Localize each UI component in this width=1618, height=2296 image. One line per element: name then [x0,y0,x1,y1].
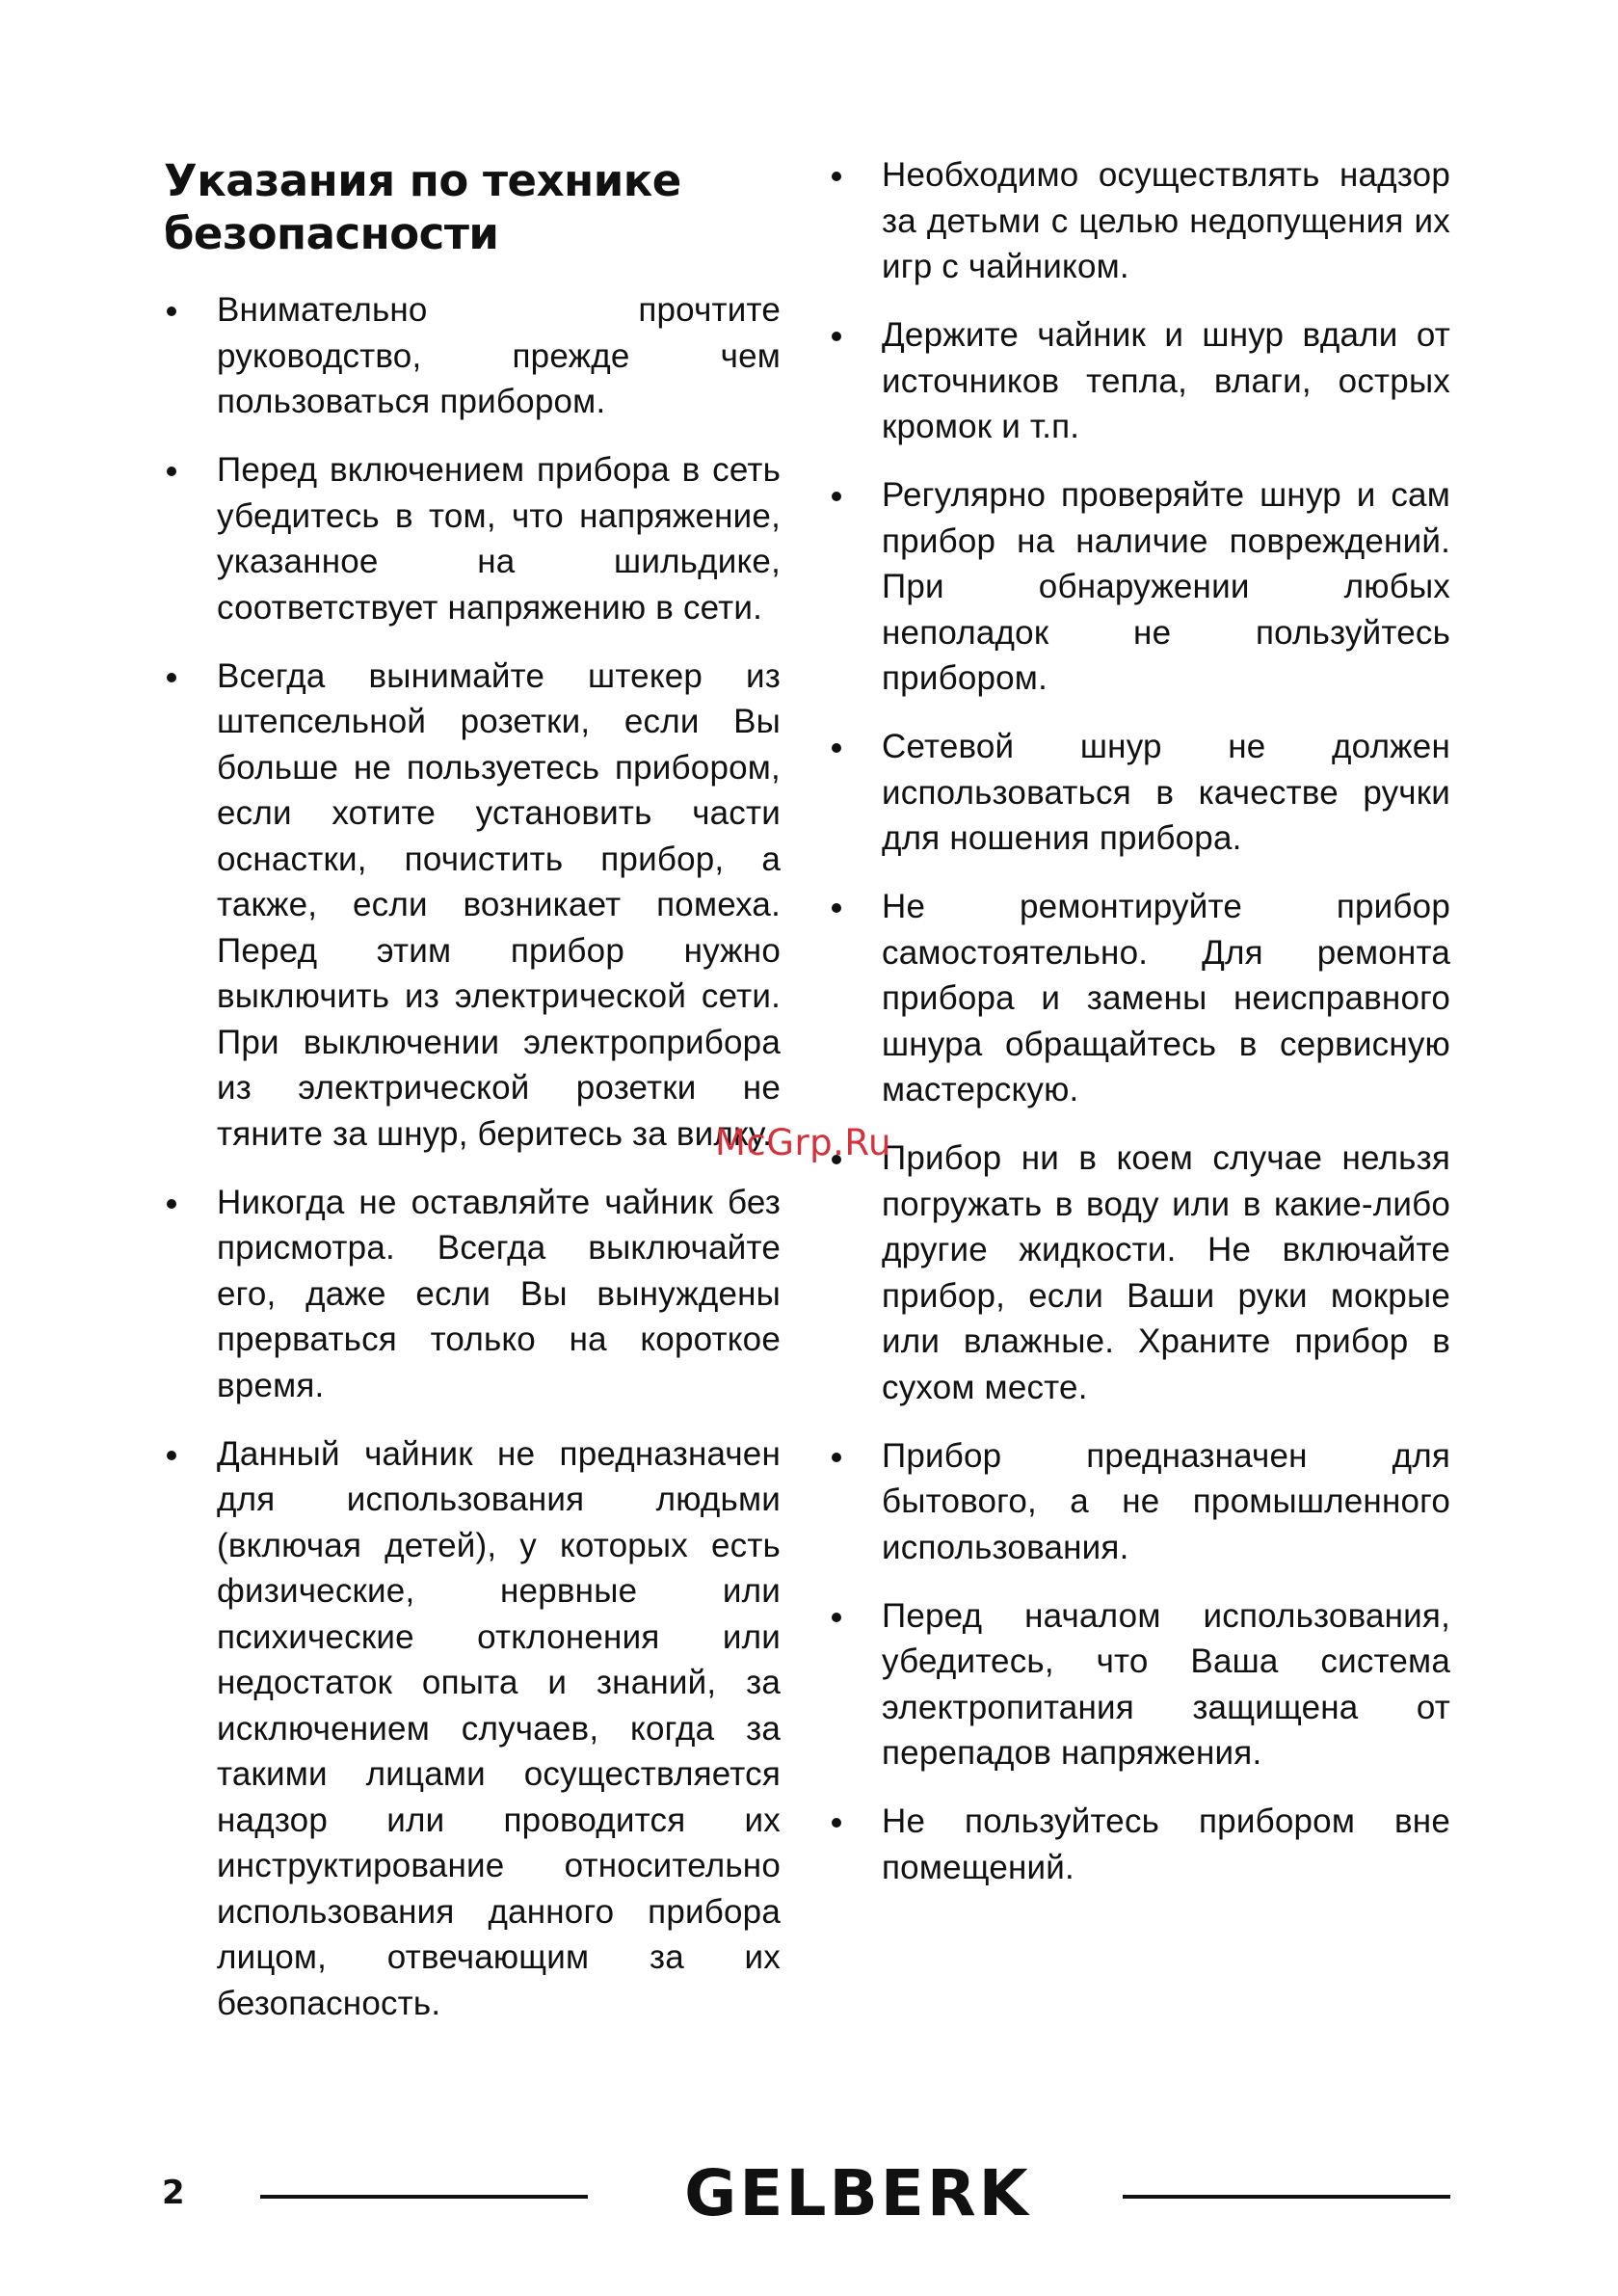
bullet-icon [167,1199,176,1209]
list-item [164,1180,781,1409]
list-item-text: Прибор предназначен для бытового, а не промышленного использования. [882,1436,1450,1566]
list-item-text: Данный чайник не предназначен для использования людьми (включая детей), у которых есть физические, нервные или психические отклонения или недостаток опыта и знаний, за исключением случаев, когда за такими лицами осуществляется надзор или проводится их инструктирование относительно использования данного прибора лицом, отвечающим за их безопасность. [217,1434,781,2022]
bullet-icon [167,467,176,476]
list-item [829,1799,1450,1890]
list-item-text: Перед включением прибора в сеть убедитесь в том, что напряжение, указанное на шильдике, соответствует напряжению в сети. [217,451,781,627]
list-item-text: Всегда вынимайте штекер из штепсельной розетки, если Вы больше не пользуетесь прибором, если хотите установить части оснастки, почистить прибор, а также, если возникает помеха. Перед этим прибор нужно выключить из электрической сети. При выключении электроприбора из электрической розетки не тяните за шнур, беритесь за вилку. [217,656,781,1153]
brand-logo: GELBERK [684,2156,1031,2230]
bullet-icon [832,1613,841,1622]
bullet-icon [832,172,841,181]
list-item-text: Необходимо осуществлять надзор за детьми с целью недопущения их игр с чайником. [882,156,1450,285]
list-item [829,884,1450,1113]
list-item [829,152,1450,290]
bullet-icon [167,307,176,316]
list-item-text: Держите чайник и шнур вдали от источников тепла, влаги, острых кромок и т.п. [882,316,1450,445]
safety-list-left [164,287,781,2049]
list-item [164,287,781,425]
bullet-icon [832,1818,841,1828]
bullet-icon [167,1451,176,1460]
list-item-text: Сетевой шнур не должен использоваться в качестве ручки для ношения прибора. [882,728,1450,857]
bullet-icon [832,492,841,501]
list-item [829,1593,1450,1776]
footer-rule-left [260,2195,588,2199]
list-item [829,1135,1450,1410]
bullet-icon [832,903,841,913]
bullet-icon [832,1453,841,1462]
list-item-text: Не ремонтируйте прибор самостоятельно. Для ремонта прибора и замены неисправного шнура обращайтесь в сервисную мастерскую. [882,888,1450,1108]
bullet-icon [832,332,841,341]
list-item [164,654,781,1158]
footer-rule-right [1123,2195,1450,2199]
list-item-text: Не пользуйтесь прибором вне помещений. [882,1802,1450,1886]
list-item-text: Перед началом использования, убедитесь, что Ваша система электропитания защищена от перепадов напряжения. [882,1596,1450,1772]
list-item [164,447,781,630]
list-item [829,724,1450,862]
list-item-text: Регулярно проверяйте шнур и сам прибор на наличие повреждений. При обнаружении любых неполадок не пользуйтесь прибором. [882,476,1450,697]
bullet-icon [832,743,841,753]
list-item-text: Никогда не оставляйте чайник без присмотра. Всегда выключайте его, даже если Вы вынуждены прерваться только на короткое время. [217,1183,781,1404]
page-title: Указания по технике безопасности [164,155,681,259]
list-item [829,312,1450,450]
page-number: 2 [162,2174,185,2212]
list-item-text: Прибор ни в коем случае нельзя погружать в воду или в какие-либо другие жидкости. Не включайте прибор, если Ваши руки мокрые или влажные. Храните прибор в сухом месте. [882,1139,1450,1406]
safety-list-right [829,152,1450,1913]
list-item [829,1433,1450,1571]
list-item [164,1431,781,2027]
watermark: McGrp.Ru [715,1122,891,1163]
bullet-icon [167,673,176,682]
list-item [829,472,1450,702]
list-item-text: Внимательно прочтите руководство, прежде чем пользоваться прибором. [217,291,781,420]
